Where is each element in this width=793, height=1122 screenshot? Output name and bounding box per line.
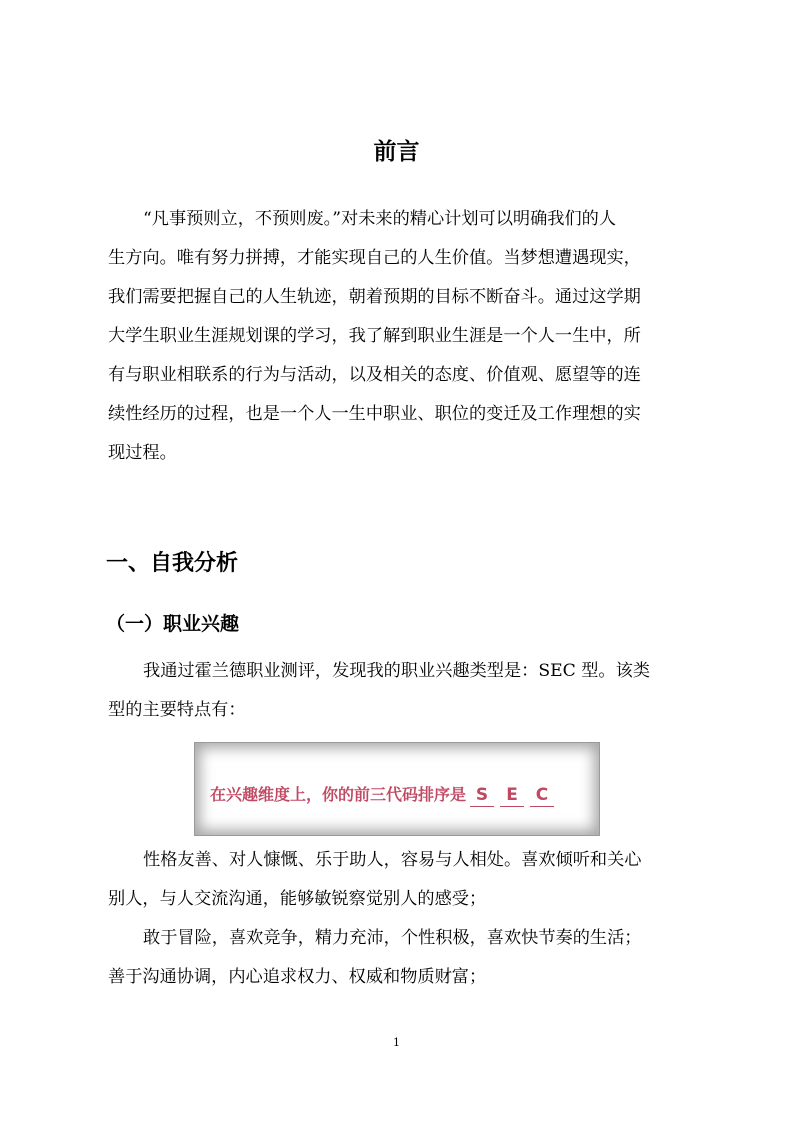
preface-line: 生方向。唯有努力拼搏，才能实现自己的人生价值。当梦想遭遇现实， xyxy=(108,248,641,268)
code-1: S xyxy=(470,785,494,807)
holland-result-box xyxy=(194,742,600,836)
subsection-heading: （一）职业兴趣 xyxy=(106,613,240,635)
trait-line: 别人，与人交流沟通，能够敏锐察觉别人的感受； xyxy=(108,889,487,909)
code-3: C xyxy=(530,785,554,807)
preface-paragraph xyxy=(108,200,690,473)
preface-line: 大学生职业生涯规划课的学习，我了解到职业生涯是一个人一生中，所 xyxy=(108,326,641,346)
preface-line: 续性经历的过程，也是一个人一生中职业、职位的变迁及工作理想的实 xyxy=(108,404,641,424)
trait-line: 善于沟通协调，内心追求权力、权威和物质财富； xyxy=(108,967,487,987)
intro-line: 我通过霍兰德职业测评，发现我的职业兴趣类型是：SEC 型。该类 xyxy=(143,661,651,681)
preface-line: “凡事预则立，不预则废。”对未来的精心计划可以明确我们的人 xyxy=(143,209,617,229)
intro-line: 型的主要特点有： xyxy=(108,700,246,720)
code-2: E xyxy=(500,785,524,807)
page-title: 前言 xyxy=(373,139,420,165)
trait-paragraph-1 xyxy=(108,841,690,919)
holland-result-text xyxy=(210,784,554,807)
result-label: 在兴趣维度上，你的前三代码排序是 xyxy=(210,785,467,804)
interest-intro-paragraph xyxy=(108,652,690,730)
trait-paragraph-2 xyxy=(108,919,690,997)
trait-line: 性格友善、对人慷慨、乐于助人，容易与人相处。喜欢倾听和关心 xyxy=(143,850,642,870)
trait-line: 敢于冒险，喜欢竞争，精力充沛，个性积极，喜欢快节奏的生活； xyxy=(143,928,642,948)
preface-line: 我们需要把握自己的人生轨迹，朝着预期的目标不断奋斗。通过这学期 xyxy=(108,287,641,307)
preface-line: 有与职业相联系的行为与活动，以及相关的态度、价值观、愿望等的连 xyxy=(108,365,641,385)
section-heading: 一、自我分析 xyxy=(106,551,239,576)
page-number: 1 xyxy=(393,1036,400,1049)
preface-line: 现过程。 xyxy=(108,443,177,463)
